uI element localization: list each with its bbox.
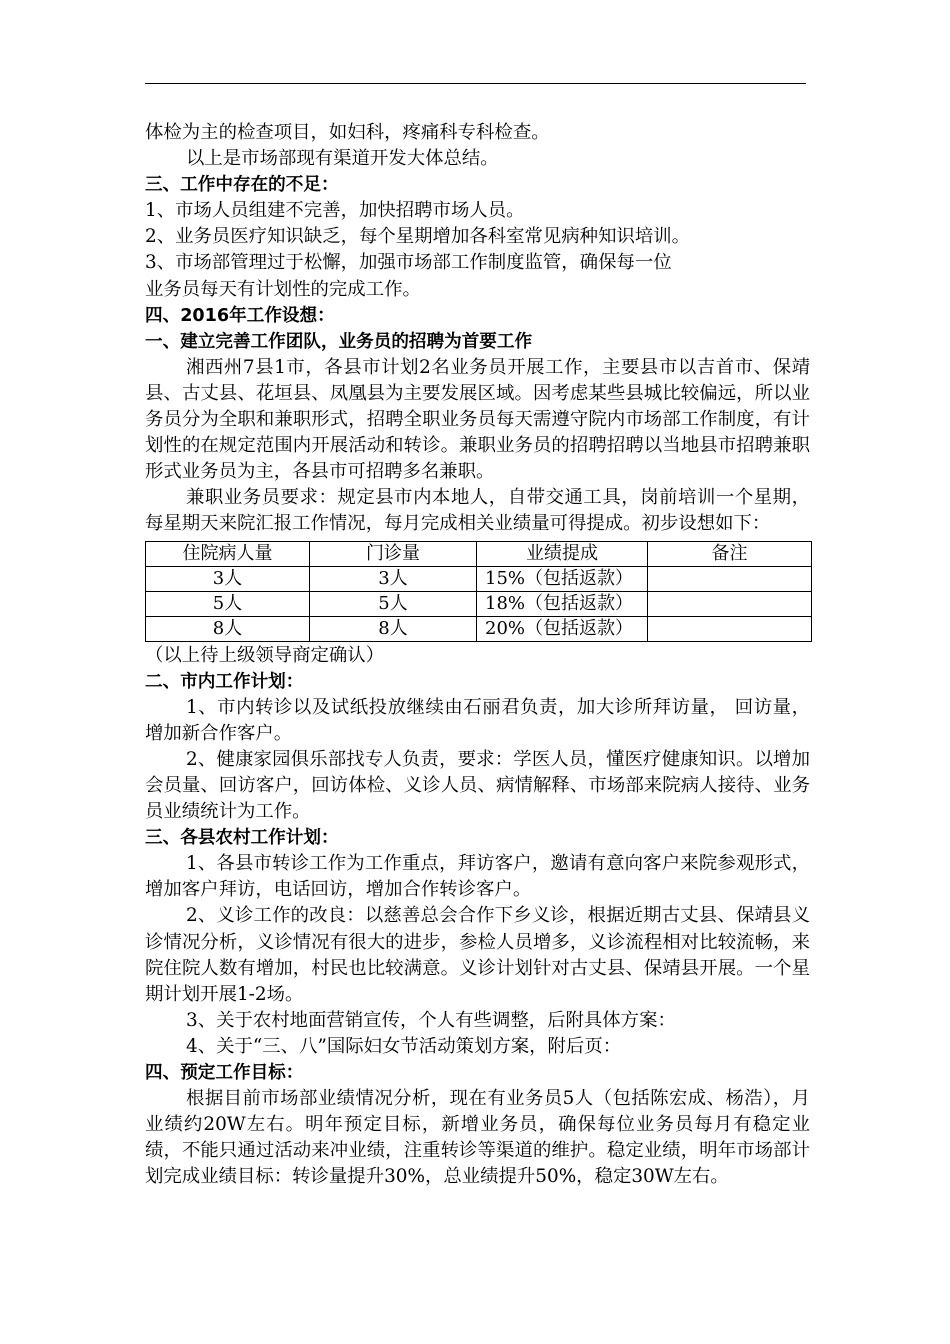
table-header-row	[146, 541, 812, 566]
table-cell	[648, 591, 812, 616]
table-header-cell: 门诊量	[310, 541, 477, 566]
text-section-before-table	[145, 120, 810, 538]
header-rule	[145, 83, 806, 84]
text-section-after-table	[145, 643, 810, 1191]
table-cell: 18%（包括返款）	[477, 591, 648, 616]
body-paragraph: 湘西州7县1市，各县市计划2名业务员开展工作，主要县市以吉首市、保靖县、古丈县、花垣县、凤凰县为主要发展区域。因考虑某些县城比较偏远，所以业务员分为全职和兼职形式，招聘全职业务员每天需遵守院内市场部工作制度，有计划性的在规定范围内开展活动和转诊。兼职业务员的招聘招聘以当地县市招聘兼职形式业务员为主，各县市可招聘多名兼职。	[145, 356, 810, 483]
commission-table	[145, 541, 812, 642]
section-heading: 四、预定工作目标：	[145, 1063, 304, 1083]
section-heading: 一、建立完善工作团队，业务员的招聘为首要工作	[145, 331, 533, 352]
table-cell: 3人	[146, 566, 310, 591]
body-paragraph: （以上待上级领导商定确认）	[145, 644, 385, 666]
section-heading: 三、各县农村工作计划：	[145, 828, 339, 849]
table-row	[146, 591, 812, 616]
section-heading: 四、2016年工作设想：	[145, 305, 335, 326]
body-paragraph: 2、义诊工作的改良：以慈善总会合作下乡义诊，根据近期古丈县、保靖县义诊情况分析，义诊情况有很大的进步，参检人员增多，义诊流程相对比较流畅，来院住院人数有增加，村民也比较满意。义诊计划针对古丈县、保靖县开展。一个星期计划开展1-2场。	[145, 905, 810, 1005]
table-row	[146, 566, 812, 591]
table-cell: 8人	[310, 616, 477, 641]
body-paragraph: 根据目前市场部业绩情况分析，现在有业务员5人（包括陈宏成、杨浩），月业绩约20W左右。明年预定目标，新增业务员，确保每位业务员每月有稳定业绩，不能只通过活动来冲业绩，注重转诊等渠道的维护。稳定业绩，明年市场部计划完成业绩目标：转诊量提升30%，总业绩提升50%，稳定30W左右。	[145, 1088, 810, 1188]
body-paragraph: 1、市场人员组建不完善，加快招聘市场人员。	[145, 200, 525, 222]
table-cell: 5人	[146, 591, 310, 616]
body-paragraph: 3、市场部管理过于松懈，加强市场部工作制度监管，确保每一位	[145, 252, 672, 274]
table-header-cell: 住院病人量	[146, 541, 310, 566]
table-cell	[648, 616, 812, 641]
table-cell: 15%（包括返款）	[477, 566, 648, 591]
body-paragraph: 兼职业务员要求：规定县市内本地人，自带交通工具，岗前培训一个星期，每星期天来院汇报工作情况，每月完成相关业绩量可得提成。初步设想如下：	[145, 487, 810, 535]
table-cell: 8人	[146, 616, 310, 641]
section-heading: 三、工作中存在的不足：	[145, 175, 339, 196]
table-cell	[648, 566, 812, 591]
body-paragraph: 以上是市场部现有渠道开发大体总结。	[186, 148, 499, 170]
body-paragraph: 3、关于农村地面营销宣传，个人有些调整，后附具体方案：	[186, 1009, 676, 1031]
table-cell: 5人	[310, 591, 477, 616]
document-body	[145, 120, 810, 1190]
table-cell: 3人	[310, 566, 477, 591]
table-header-cell: 备注	[648, 541, 812, 566]
table-header-cell: 业绩提成	[477, 541, 648, 566]
body-paragraph: 1、市内转诊以及试纸投放继续由石丽君负责，加大诊所拜访量， 回访量，增加新合作客户。	[145, 696, 810, 744]
body-paragraph: 4、关于“三、八”国际妇女节活动策划方案，附后页：	[186, 1035, 622, 1057]
body-paragraph: 2、业务员医疗知识缺乏，每个星期增加各科室常见病种知识培训。	[145, 226, 691, 248]
table-row	[146, 616, 812, 641]
body-paragraph: 2、健康家园俱乐部找专人负责，要求：学医人员，懂医疗健康知识。以增加会员量、回访客户，回访体检、义诊人员、病情解释、市场部来院病人接待、业务员业绩统计为工作。	[145, 748, 810, 823]
table-cell: 20%（包括返款）	[477, 616, 648, 641]
body-paragraph: 体检为主的检查项目，如妇科，疼痛科专科检查。	[145, 122, 550, 143]
body-paragraph: 业务员每天有计划性的完成工作。	[145, 278, 421, 300]
body-paragraph: 1、各县市转诊工作为工作重点，拜访客户，邀请有意向客户来院参观形式，增加客户拜访，电话回访，增加合作转诊客户。	[145, 853, 810, 901]
section-heading: 二、市内工作计划：	[145, 671, 304, 692]
